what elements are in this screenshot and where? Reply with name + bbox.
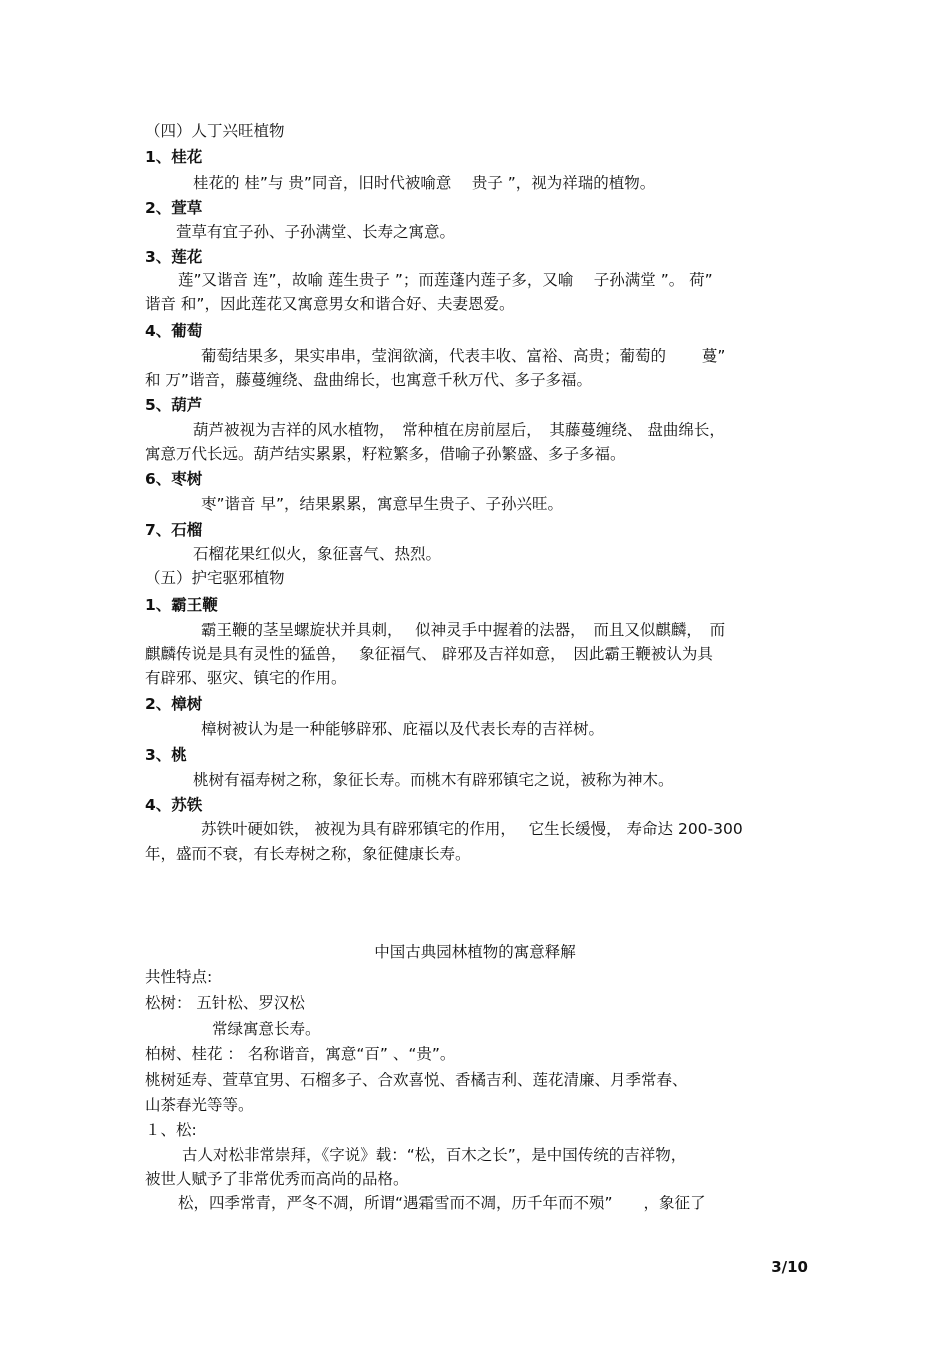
section-heading-4: （四）人丁兴旺植物 (145, 122, 285, 140)
item-heading: 1、桂花 (145, 148, 203, 166)
paragraph-line: 霸王鞭的茎呈螺旋状并具刺， 似神灵手中握着的法器， 而且又似麒麟， 而 (201, 621, 726, 639)
paragraph-line: 被世人赋予了非常优秀而高尚的品格。 (145, 1170, 409, 1188)
article-title: 中国古典园林植物的寓意释解 (374, 943, 576, 961)
item-heading: １、松: (145, 1121, 197, 1139)
paragraph-line: 萱草有宜子孙、子孙满堂、长寿之寓意。 (176, 223, 456, 241)
paragraph-line: 和 万”谐音，藤蔓缠绕、盘曲绵长，也寓意千秋万代、多子多福。 (145, 371, 592, 389)
item-heading: 4、葡萄 (145, 322, 203, 340)
paragraph-line: 年，盛而不衰，有长寿树之称，象征健康长寿。 (145, 845, 471, 863)
item-heading: 1、霸王鞭 (145, 596, 218, 614)
paragraph-line: 麒麟传说是具有灵性的猛兽， 象征福气、 辟邪及吉祥如意， 因此霸王鞭被认为具 (145, 645, 713, 663)
paragraph-line: 莲”又谐音 连”，故喻 莲生贵子 ”；而莲蓬内莲子多，又喻 子孙满堂 ”。 荷” (178, 271, 713, 289)
paragraph-line: 松，四季常青，严冬不凋，所谓“遇霜雪而不凋，历千年而不殒” ，象征了 (178, 1194, 706, 1212)
paragraph-line: 常绿寓意长寿。 (212, 1020, 321, 1038)
item-heading: 6、枣树 (145, 470, 203, 488)
item-heading: 4、苏铁 (145, 796, 203, 814)
section-heading-5: （五）护宅驱邪植物 (145, 569, 285, 587)
item-heading: 2、樟树 (145, 695, 203, 713)
paragraph-line: 枣”谐音 早”，结果累累，寓意早生贵子、子孙兴旺。 (201, 495, 563, 513)
paragraph-line: 古人对松非常崇拜，《字说》载：“松，百木之长”，是中国传统的吉祥物， (182, 1146, 687, 1164)
paragraph-line: 葡萄结果多，果实串串，莹润欲滴，代表丰收、富裕、高贵；葡萄的 蔓” (201, 347, 726, 365)
paragraph-line: 苏铁叶硬如铁， 被视为具有辟邪镇宅的作用， 它生长缓慢， 寿命达 200-300 (201, 820, 743, 838)
item-heading: 7、石榴 (145, 521, 203, 539)
page-number: 3/10 (771, 1258, 808, 1276)
item-heading: 3、莲花 (145, 248, 203, 266)
paragraph-line: 有辟邪、驱灾、镇宅的作用。 (145, 669, 347, 687)
paragraph-line: 桃树延寿、萱草宜男、石榴多子、合欢喜悦、香橘吉利、莲花清廉、月季常春、 (145, 1071, 688, 1089)
paragraph-line: 柏树、桂花 ： 名称谐音，寓意“百” 、“贵”。 (145, 1045, 456, 1063)
item-heading: 2、萱草 (145, 199, 203, 217)
paragraph-line: 谐音 和”，因此莲花又寓意男女和谐合好、夫妻恩爱。 (145, 295, 515, 313)
item-heading: 3、桃 (145, 746, 187, 764)
paragraph-line: 樟树被认为是一种能够辟邪、庇福以及代表长寿的吉祥树。 (201, 720, 605, 738)
item-heading: 5、葫芦 (145, 396, 203, 414)
paragraph-line: 山茶春光等等。 (145, 1096, 254, 1114)
paragraph-line: 共性特点: (145, 968, 213, 986)
paragraph-line: 寓意万代长远。葫芦结实累累，籽粒繁多，借喻子孙繁盛、多子多福。 (145, 445, 626, 463)
paragraph-line: 桃树有福寿树之称，象征长寿。而桃木有辟邪镇宅之说，被称为神木。 (193, 771, 674, 789)
paragraph-line: 葫芦被视为吉祥的风水植物， 常种植在房前屋后， 其藤蔓缠绕、 盘曲绵长， (193, 421, 725, 439)
paragraph-line: 松树： 五针松、罗汉松 (145, 994, 305, 1012)
paragraph-line: 石榴花果红似火，象征喜气、热烈。 (193, 545, 442, 563)
paragraph-line: 桂花的 桂”与 贵”同音，旧时代被喻意 贵子 ”，视为祥瑞的植物。 (193, 174, 656, 192)
